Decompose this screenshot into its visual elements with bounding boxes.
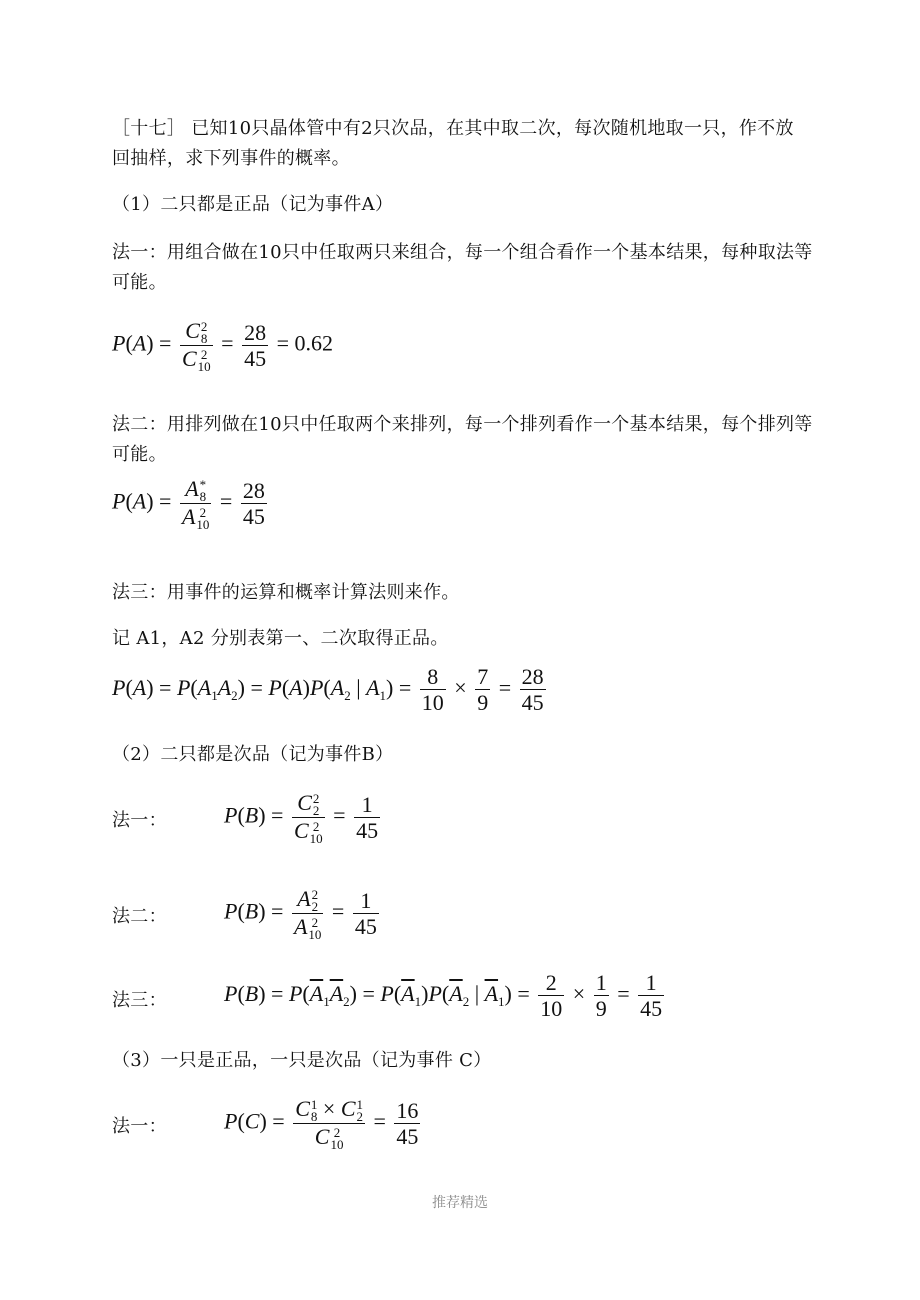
- formula-part2-method2: P(B) = A 2 2 A 2 10 = $\frac{1}{45}$: [224, 886, 377, 942]
- part2-method2-label: 法二：: [112, 906, 167, 927]
- part1-method1-result: 0.62: [294, 330, 333, 356]
- part3-heading: （3）一只是正品，一只是次品（记为事件 C）: [112, 1050, 492, 1071]
- formula-part2-method3: $P(B) = P(\overline{A}_1\overline{A}_2) = P(\overline{A}_1)P(\overline{A}_2$ | $\overline{A}_1$) = $\frac{2}{10}$ × $\frac{1}{9}$ = $\frac{1}{45}$: [224, 970, 663, 1022]
- part3-method1-label: 法一：: [112, 1116, 167, 1137]
- formula-part3-method1: P(C) = C 1 8 × C 1 2 C 2 10 = $\frac{16}{45}$: [224, 1096, 419, 1152]
- part2-method3-label: 法三：: [112, 990, 167, 1011]
- page-footer: 推荐精选: [432, 1195, 488, 1211]
- part1-method2-line-2: 可能。: [112, 444, 167, 465]
- problem-statement-line-2: 回抽样，求下列事件的概率。: [112, 148, 350, 169]
- part1-heading: （1）二只都是正品（记为事件A）: [112, 194, 394, 215]
- part1-method3-note: 记 A1，A2 分别表第一、二次取得正品。: [112, 628, 449, 649]
- part2-heading: （2）二只都是次品（记为事件B）: [112, 744, 394, 765]
- part1-method1-line-2: 可能。: [112, 272, 167, 293]
- part1-method1-line-1: 法一：用组合做在10只中任取两只来组合，每一个组合看作一个基本结果，每种取法等: [112, 242, 813, 263]
- part2-method1-label: 法一：: [112, 810, 167, 831]
- formula-part1-method2: P(A) = A * 8 A 2 10 = $\frac{28}{45}$: [112, 476, 265, 532]
- formula-part2-method1: P(B) = C 2 2 C 2 10 = $\frac{1}{45}$: [224, 790, 379, 846]
- part1-method3-line: 法三：用事件的运算和概率计算法则来作。: [112, 582, 460, 603]
- formula-part1-method1: P(A) = C 2 8 C 2 10 = $\frac{28}{45}$ = 0.62: [112, 318, 333, 374]
- problem-statement-line-1: ［十七］ 已知10只晶体管中有2只次品，在其中取二次，每次随机地取一只，作不放: [112, 118, 794, 139]
- part1-method2-line-1: 法二：用排列做在10只中任取两个来排列，每一个排列看作一个基本结果，每个排列等: [112, 414, 813, 435]
- formula-part1-method3: $P(A) = P(A_1A_2) = P(A)P(A_2$ | $A_1$) = $\frac{8}{10}$ × $\frac{7}{9}$ = $\frac{28}{45}$: [112, 664, 544, 716]
